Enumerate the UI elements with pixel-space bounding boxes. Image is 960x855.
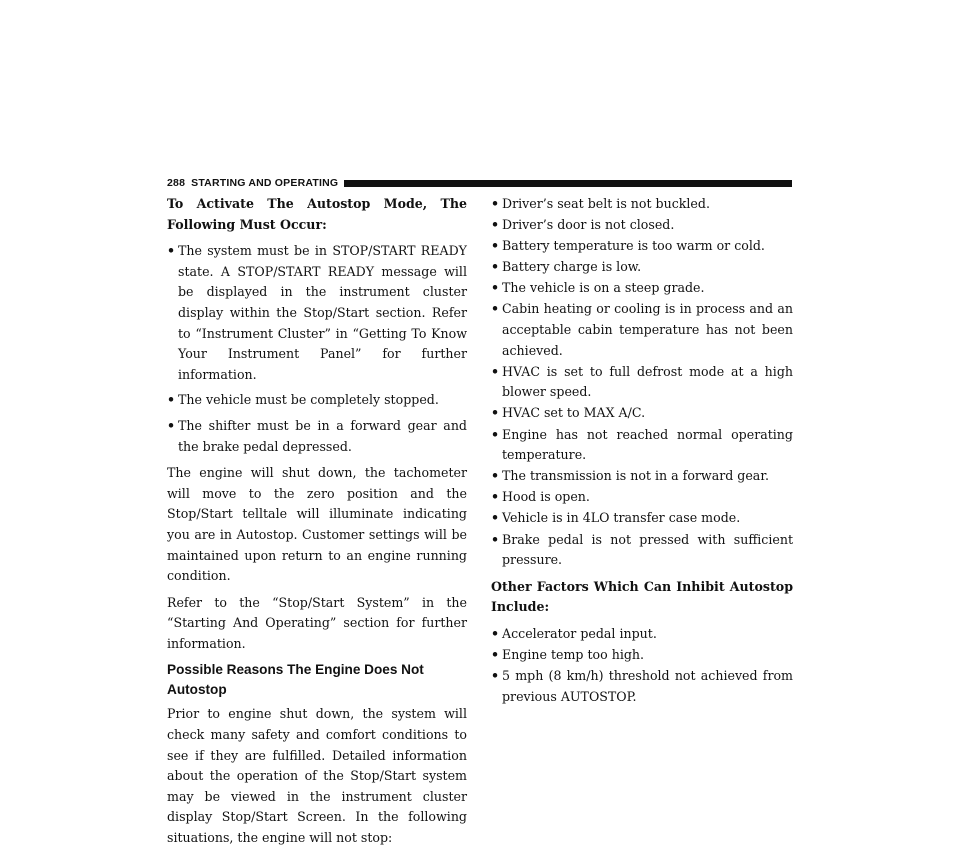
- list-item: • Driver’s seat belt is not buckled.: [491, 194, 793, 215]
- other-factors-heading: Other Factors Which Can Inhibit Autostop Include:: [491, 578, 793, 615]
- list-item: • Cabin heating or cooling is in process and an acceptable cabin temperature has not been achieved.: [491, 301, 793, 358]
- refer-paragraph: Refer to the “Stop/Start System” in the “Starting And Operating” section for further information.: [167, 594, 467, 651]
- bullet-icon: •: [491, 363, 500, 379]
- bullet-icon: •: [491, 489, 500, 505]
- list-item: • The vehicle is on a steep grade.: [491, 278, 793, 299]
- list-item: • Engine temp too high.: [491, 645, 793, 666]
- bullet-icon: •: [491, 238, 500, 254]
- autostop-activation-heading: To Activate The Autostop Mode, The Following Must Occur:: [167, 196, 467, 232]
- activation-conditions-list: [167, 241, 467, 457]
- other-factors-list: [491, 624, 793, 707]
- left-column: [167, 194, 467, 855]
- list-item: • The shifter must be in a forward gear and the brake pedal depressed.: [167, 417, 467, 454]
- bullet-icon: •: [491, 259, 500, 275]
- bullet-icon: •: [167, 417, 176, 433]
- bullet-icon: •: [491, 217, 500, 233]
- bullet-icon: •: [491, 646, 500, 662]
- list-item: • HVAC is set to full defrost mode at a high blower speed.: [491, 363, 793, 400]
- bullet-icon: •: [491, 405, 500, 421]
- bullet-icon: •: [491, 280, 500, 296]
- page-header: [167, 176, 792, 190]
- list-item: • HVAC set to MAX A/C.: [491, 403, 793, 424]
- list-item: • Hood is open.: [491, 487, 793, 508]
- engine-shutdown-paragraph: The engine will shut down, the tachometer will move to the zero position and the Stop/Start telltale will illuminate indicating you are in Autostop. Customer settings will be maintained upon return to an engine running condition.: [167, 465, 467, 584]
- list-item: • Battery charge is low.: [491, 257, 793, 278]
- bullet-icon: •: [491, 301, 500, 317]
- list-item: • Driver’s door is not closed.: [491, 215, 793, 236]
- list-item: • Battery temperature is too warm or cold.: [491, 236, 793, 257]
- bullet-icon: •: [491, 426, 500, 442]
- bullet-icon: •: [167, 392, 176, 408]
- list-item: • The vehicle must be completely stopped.: [167, 390, 467, 411]
- bullet-icon: •: [491, 510, 500, 526]
- section-title: STARTING AND OPERATING: [191, 177, 339, 189]
- bullet-icon: •: [167, 243, 176, 259]
- header-rule: [344, 180, 792, 187]
- bullet-icon: •: [491, 531, 500, 547]
- right-column: [491, 194, 793, 713]
- bullet-icon: •: [491, 668, 500, 684]
- bullet-icon: •: [491, 468, 500, 484]
- list-item: • Engine has not reached normal operating temperature.: [491, 426, 793, 463]
- no-autostop-conditions-list: [491, 194, 793, 571]
- list-item: • Brake pedal is not pressed with sufficient pressure.: [491, 531, 793, 568]
- section-subheading: Possible Reasons The Engine Does Not Autostop: [167, 662, 424, 698]
- bullet-icon: •: [491, 625, 500, 641]
- list-item: • The system must be in STOP/START READY state. A STOP/START READY message will be displayed in the instrument cluster display within the Stop/Start section. Refer to “Instrument Cluster” in “Getting To Know Your Instrument Panel” for further information.: [167, 243, 467, 382]
- list-item: • 5 mph (8 km/h) threshold not achieved from previous AUTOSTOP.: [491, 668, 793, 704]
- bullet-icon: •: [491, 196, 500, 211]
- list-item: • The transmission is not in a forward gear.: [491, 466, 793, 487]
- list-item: • Accelerator pedal input.: [491, 624, 793, 645]
- system-check-paragraph: Prior to engine shut down, the system will check many safety and comfort conditions to see if they are fulfilled. Detailed information about the operation of the Stop/Start system may be viewed in the instrument cluster display Stop/Start Screen. In the following situations, the engine will not stop:: [167, 706, 467, 846]
- page-number: 288: [167, 177, 186, 189]
- list-item: • Vehicle is in 4LO transfer case mode.: [491, 508, 793, 529]
